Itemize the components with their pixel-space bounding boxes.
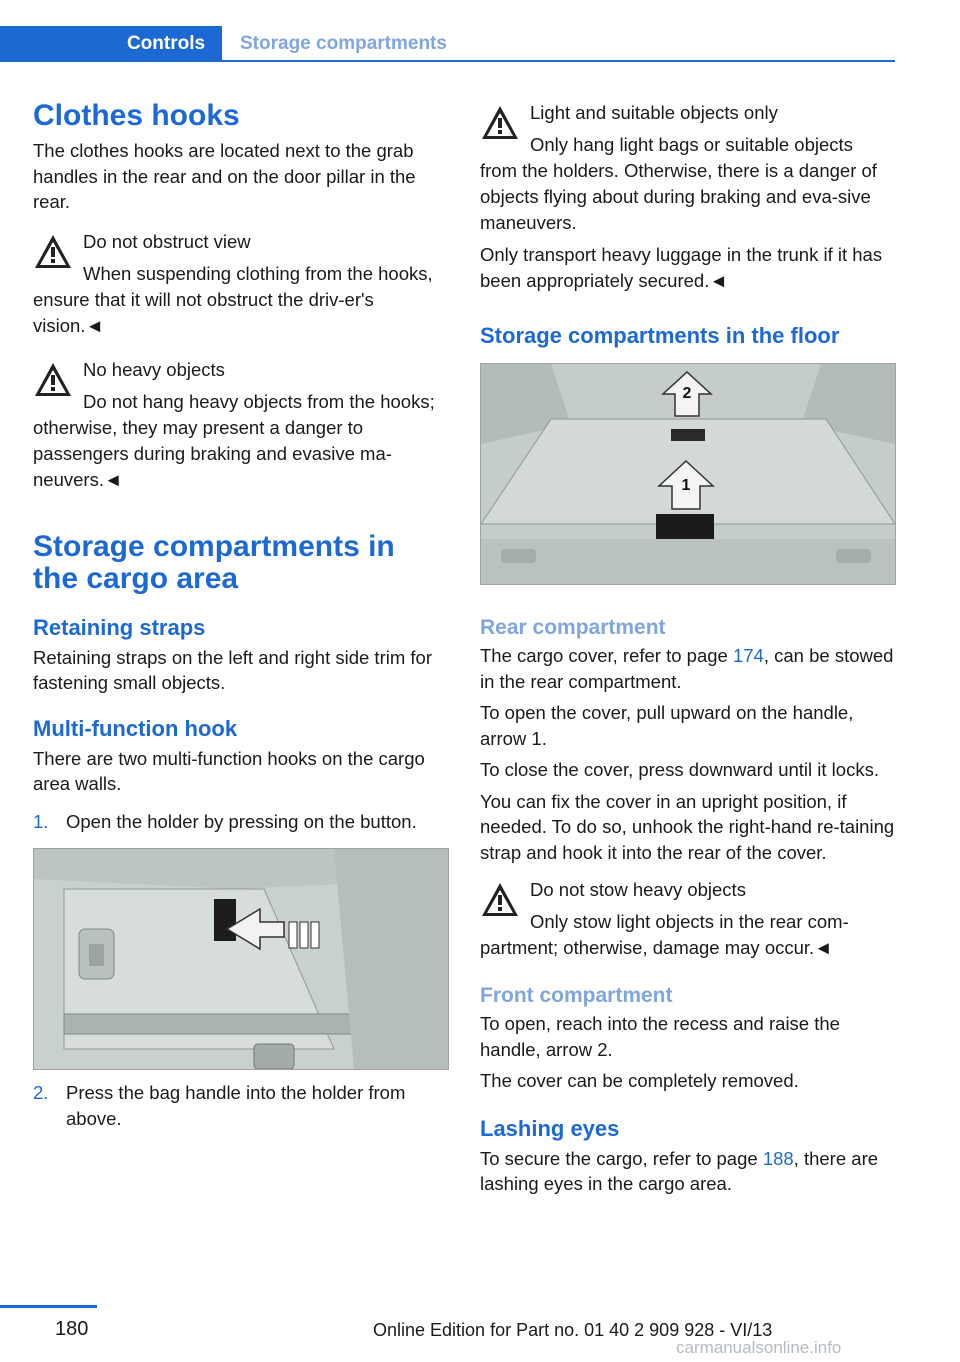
text-run: To secure the cargo, refer to page bbox=[480, 1147, 763, 1169]
header-rule bbox=[0, 60, 895, 62]
warning-title: Do not obstruct view bbox=[83, 230, 251, 252]
warning-triangle-icon bbox=[33, 233, 73, 271]
heading-storage-floor: Storage compartments in the floor bbox=[480, 323, 840, 348]
warning-title: No heavy objects bbox=[83, 358, 225, 380]
paragraph-rear-3: To close the cover, press downward until it locks. bbox=[480, 759, 879, 780]
warning-light-objects bbox=[480, 100, 895, 236]
paragraph-rear-1 bbox=[480, 643, 895, 694]
heading-front-compartment: Front compartment bbox=[480, 984, 673, 1007]
paragraph-multi-function-hook: There are two multi-function hooks on the cargo area walls. bbox=[33, 747, 425, 794]
heading-retaining-straps: Retaining straps bbox=[33, 614, 206, 640]
warning-title: Do not stow heavy objects bbox=[530, 879, 746, 900]
paragraph-rear-2: To open the cover, pull upward on the handle, arrow 1. bbox=[480, 702, 854, 749]
warning-title: Light and suitable objects only bbox=[530, 102, 778, 123]
edition-note: Online Edition for Part no. 01 40 2 909 928 - VI/13 bbox=[373, 1320, 773, 1340]
list-item bbox=[33, 809, 448, 835]
step-number: 1. bbox=[33, 810, 49, 832]
arrow-1-label: 1 bbox=[681, 477, 691, 494]
warning-no-heavy-stow bbox=[480, 877, 895, 961]
page-link-174[interactable]: 174 bbox=[732, 645, 764, 666]
steps-list bbox=[33, 809, 448, 835]
left-column bbox=[33, 100, 448, 1131]
warning-triangle-icon bbox=[33, 361, 73, 399]
text-run: , can be stowed in the rear compartment. bbox=[480, 645, 894, 692]
warning-triangle-icon bbox=[480, 881, 520, 919]
paragraph-front-1: To open, reach into the recess and raise the handle, arrow 2. bbox=[480, 1013, 840, 1060]
warning-heavy-objects bbox=[33, 357, 448, 493]
right-column bbox=[480, 100, 895, 1197]
step-text: Press the bag handle into the holder from above. bbox=[66, 1082, 406, 1129]
hook-holder-illustration bbox=[33, 848, 449, 1070]
watermark: carmanualsonline.info bbox=[676, 1338, 842, 1357]
text-run: , there are lashing eyes in the cargo area. bbox=[480, 1147, 879, 1194]
heading-lashing-eyes: Lashing eyes bbox=[480, 1115, 620, 1141]
page-number: 180 bbox=[55, 1318, 89, 1340]
list-item bbox=[33, 1080, 448, 1131]
footer-rule bbox=[0, 1305, 97, 1308]
section-tab-storage[interactable] bbox=[240, 26, 447, 62]
warning-obstruct-view bbox=[33, 229, 448, 339]
running-header bbox=[0, 26, 895, 62]
text-run: The cargo cover, refer to page bbox=[480, 645, 733, 666]
paragraph-clothes-hooks: The clothes hooks are located next to the grab handles in the rear and on the door pillar in the rear. bbox=[33, 140, 416, 212]
section-label: Controls bbox=[126, 33, 206, 54]
paragraph-retaining-straps: Retaining straps on the left and right side trim for fastening small objects. bbox=[33, 646, 432, 693]
step-number: 2. bbox=[33, 1082, 49, 1103]
paragraph-lashing bbox=[480, 1146, 895, 1197]
warning-text: Only hang light bags or suitable objects from the holders. Otherwise, there is a danger of objects flying about during braking and eva‐sive maneuvers. bbox=[480, 134, 877, 233]
section-tab-controls[interactable] bbox=[0, 26, 222, 62]
steps-list-2 bbox=[33, 1080, 448, 1131]
cargo-floor-image bbox=[481, 364, 895, 584]
warning-text: When suspending clothing from the hooks, ensure that it will not obstruct the driv‐er's vision.◄ bbox=[33, 262, 433, 336]
warning-text: Only stow light objects in the rear com‐partment; otherwise, damage may occur.◄ bbox=[480, 911, 849, 958]
subsection-label: Storage compartments bbox=[240, 33, 447, 54]
heading-multi-function-hook: Multi-function hook bbox=[33, 715, 238, 741]
warning-triangle-icon bbox=[480, 104, 520, 142]
heading-rear-compartment: Rear compartment bbox=[480, 616, 666, 639]
arrow-2-label: 2 bbox=[682, 385, 692, 402]
warning-text: Do not hang heavy objects from the hooks; otherwise, they may present a danger to passengers during braking and evasive ma‐neuvers.◄ bbox=[33, 390, 435, 490]
paragraph-front-2: The cover can be completely removed. bbox=[480, 1070, 799, 1091]
page-link-188[interactable]: 188 bbox=[762, 1147, 794, 1169]
floor-compartment-illustration bbox=[480, 363, 896, 585]
cargo-wall-image bbox=[34, 849, 448, 1069]
heading-storage-cargo-area: Storage compartments in the cargo area bbox=[33, 529, 395, 595]
heading-clothes-hooks: Clothes hooks bbox=[33, 99, 240, 132]
paragraph-heavy-luggage: Only transport heavy luggage in the trunk if it has been appropriately secured.◄ bbox=[480, 244, 883, 291]
step-text: Open the holder by pressing on the button. bbox=[66, 810, 417, 832]
paragraph-rear-4: You can fix the cover in an upright position, if needed. To do so, unhook the right-hand re‐taining strap and hook it into the rear of the cover. bbox=[480, 790, 895, 863]
